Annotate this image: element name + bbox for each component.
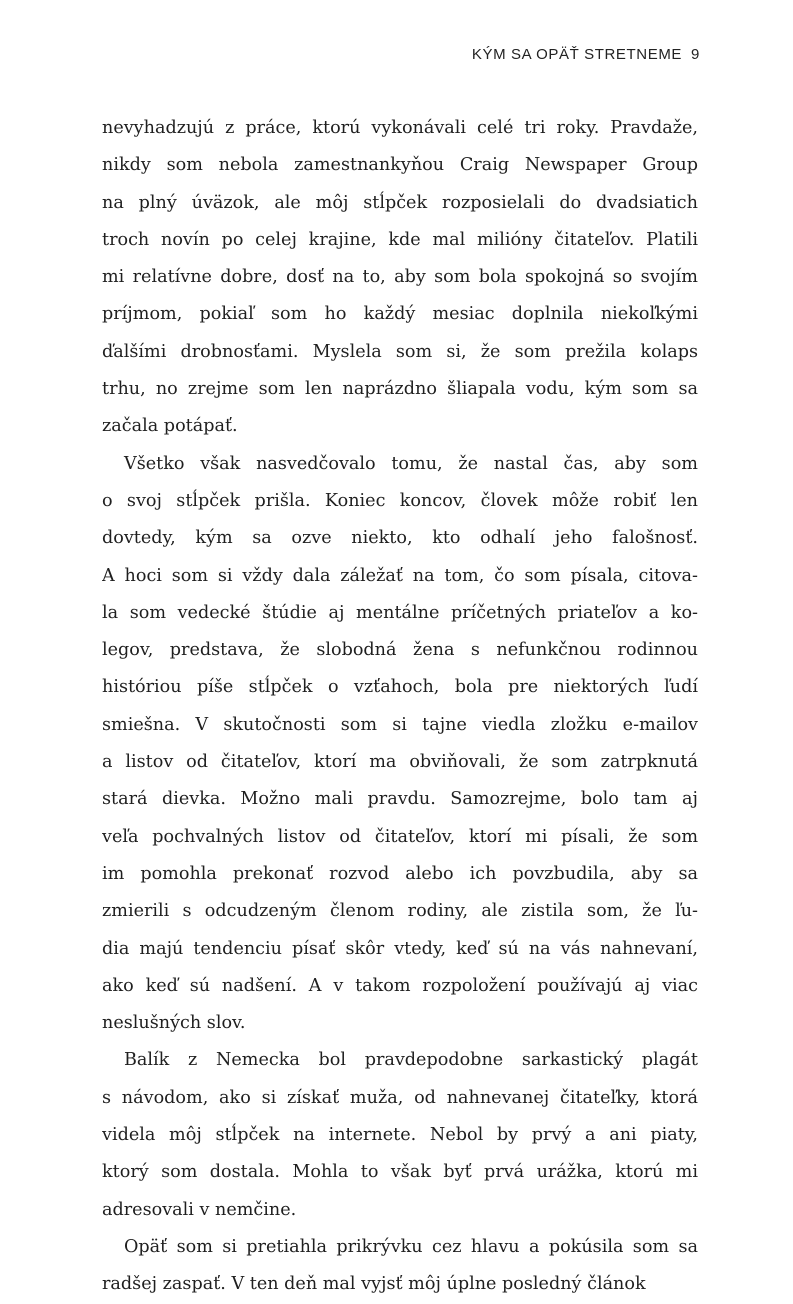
book-title: KÝM SA OPÄŤ STRETNEME xyxy=(471,46,683,63)
text-line: Balík z Nemecka bol pravdepodobne sarkastický plagát xyxy=(124,1050,698,1071)
text-line: Opäť som si pretiahla prikrývku cez hlavu a pokúsila som sa xyxy=(124,1236,698,1257)
text-line: dia majú tendenciu písať skôr vtedy, keď sú na vás nahnevaní, xyxy=(102,938,698,959)
text-line: o svoj stĺpček prišla. Koniec koncov, človek môže robiť len xyxy=(102,490,698,511)
text-line: legov, predstava, že slobodná žena s nefunkčnou rodinnou xyxy=(102,640,698,661)
text-line: Všetko však nasvedčovalo tomu, že nastal čas, aby som xyxy=(124,453,698,474)
text-line: začala potápať. xyxy=(102,416,238,437)
body-text xyxy=(102,110,698,1304)
text-line: históriou píše stĺpček o vzťahoch, bola pre niektorých ľudí xyxy=(102,677,698,698)
text-line: ktorý som dostala. Mohla to však byť prvá urážka, ktorú mi xyxy=(102,1162,698,1183)
text-line: na plný úväzok, ale môj stĺpček rozposielali do dvadsiatich xyxy=(102,192,698,213)
running-header xyxy=(472,46,700,63)
text-line: A hoci som si vždy dala záležať na tom, čo som písala, citova- xyxy=(102,565,698,586)
text-line: la som vedecké štúdie aj mentálne príčetných priateľov a ko- xyxy=(102,602,698,623)
paragraph xyxy=(102,446,698,1043)
text-line: zmierili s odcudzeným členom rodiny, ale zistila som, že ľu- xyxy=(102,901,698,922)
text-line: im pomohla prekonať rozvod alebo ich povzbudila, aby sa xyxy=(102,863,698,884)
text-line: s návodom, ako si získať muža, od nahnevanej čitateľky, ktorá xyxy=(102,1087,698,1108)
text-line: smiešna. V skutočnosti som si tajne viedla zložku e-mailov xyxy=(102,714,698,735)
paragraph xyxy=(102,1042,698,1228)
text-line: trhu, no zrejme som len naprázdno šliapala vodu, kým som sa xyxy=(102,379,698,400)
paragraph xyxy=(102,1229,698,1304)
text-line: mi relatívne dobre, dosť na to, aby som bola spokojná so svojím xyxy=(102,267,698,288)
text-line: a listov od čitateľov, ktorí ma obviňovali, že som zatrpknutá xyxy=(102,752,698,773)
text-line: radšej zaspať. V ten deň mal vyjsť môj úplne posledný článok xyxy=(102,1274,646,1295)
text-line: videla môj stĺpček na internete. Nebol by prvý a ani piaty, xyxy=(102,1125,698,1146)
text-line: dovtedy, kým sa ozve niekto, kto odhalí jeho falošnosť. xyxy=(102,528,698,549)
text-line: stará dievka. Možno mali pravdu. Samozrejme, bolo tam aj xyxy=(102,789,698,810)
text-line: adresovali v nemčine. xyxy=(102,1199,297,1220)
text-line: troch novín po celej krajine, kde mal milióny čitateľov. Platili xyxy=(102,229,698,250)
text-line: nevyhadzujú z práce, ktorú vykonávali celé tri roky. Pravdaže, xyxy=(102,118,698,138)
text-line: neslušných slov. xyxy=(102,1013,246,1034)
text-line: nikdy som nebola zamestnankyňou Craig Newspaper Group xyxy=(102,155,698,176)
page-number: 9 xyxy=(691,46,700,63)
text-line: veľa pochvalných listov od čitateľov, ktorí mi písali, že som xyxy=(102,826,698,847)
text-line: príjmom, pokiaľ som ho každý mesiac doplnila niekoľkými xyxy=(102,304,698,325)
paragraph xyxy=(102,110,698,446)
text-line: ako keď sú nadšení. A v takom rozpoložení používajú aj viac xyxy=(102,975,698,996)
text-line: ďalšími drobnosťami. Myslela som si, že som prežila kolaps xyxy=(102,341,698,362)
